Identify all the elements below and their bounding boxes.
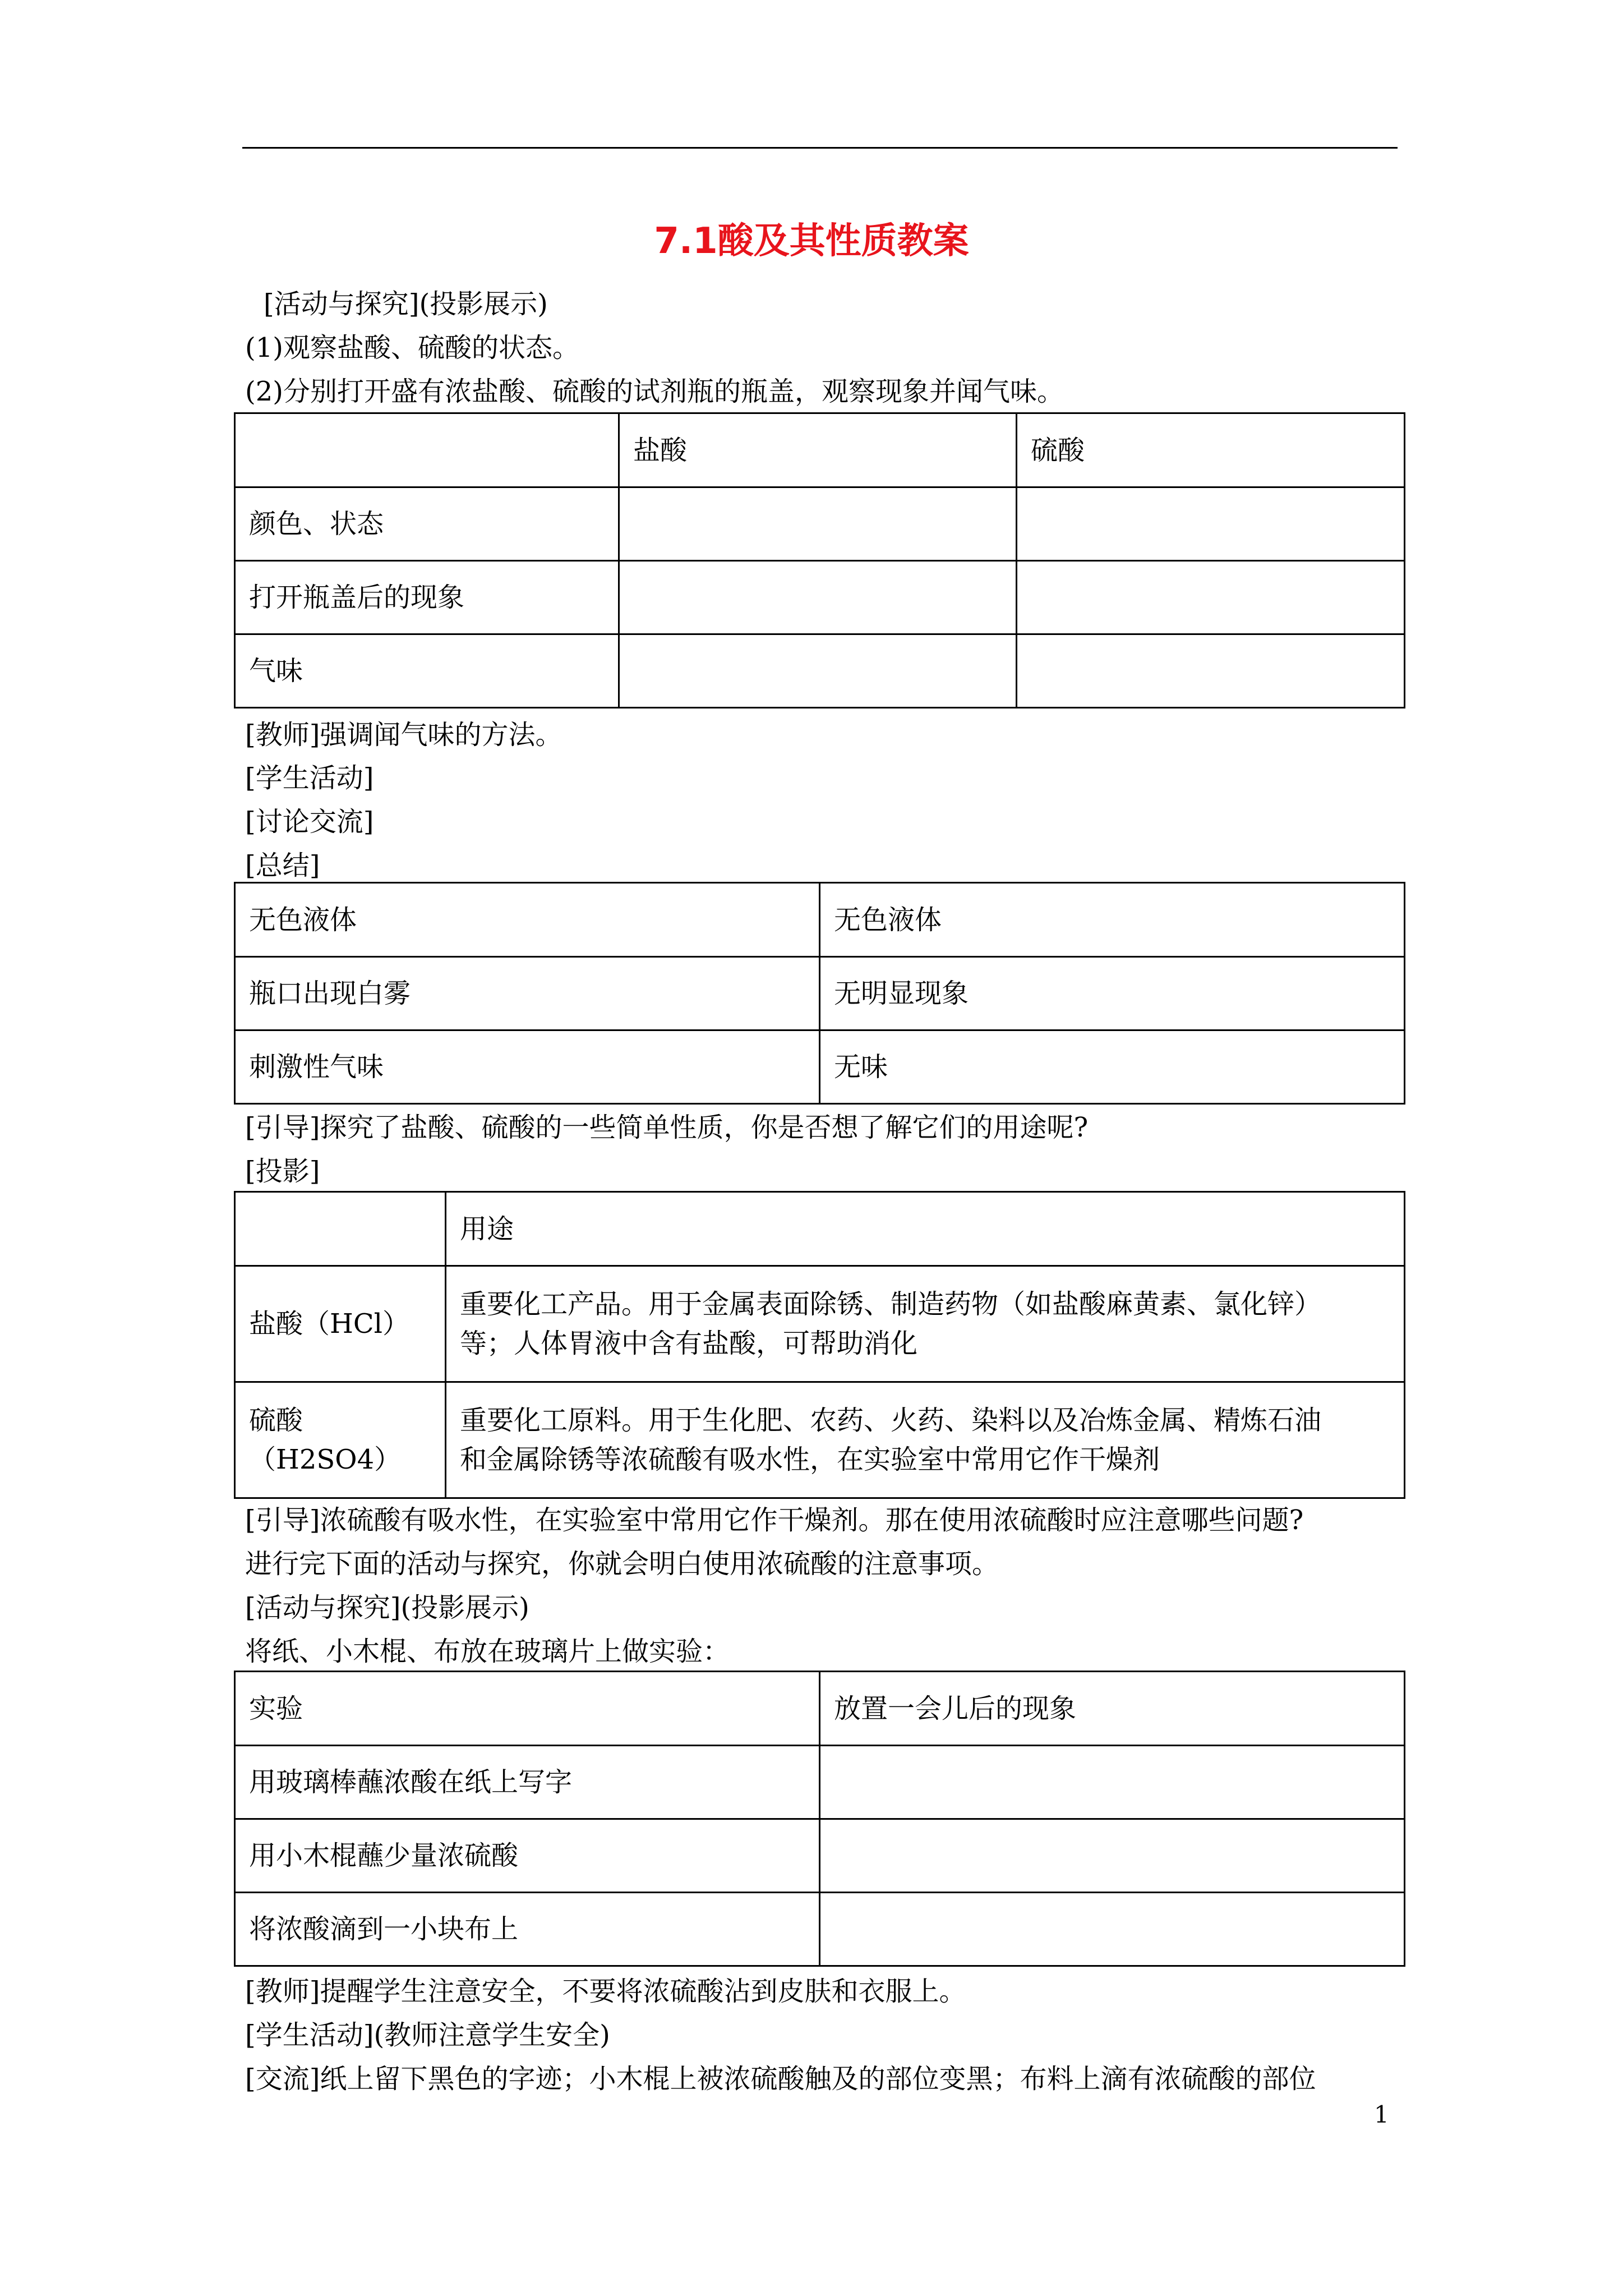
paragraph: 将纸、小木棍、布放在玻璃片上做实验：	[245, 1636, 730, 1667]
table-cell: 刺激性气味	[235, 1030, 820, 1104]
table-cell: 瓶口出现白雾	[235, 957, 820, 1030]
summary-table	[234, 882, 1405, 1105]
header-rule	[242, 147, 1398, 149]
table-cell	[619, 487, 1017, 561]
table-cell: 用小木棍蘸少量浓硫酸	[235, 1819, 820, 1893]
table-cell: 用玻璃棒蘸浓酸在纸上写字	[235, 1746, 820, 1819]
table-cell: 无明显现象	[820, 957, 1405, 1030]
table-cell	[235, 1192, 446, 1266]
table-cell: 用途	[446, 1192, 1405, 1266]
paragraph: (2)分别打开盛有浓盐酸、硫酸的试剂瓶的瓶盖，观察现象并闻气味。	[245, 376, 1064, 407]
paragraph: [学生活动](教师注意学生安全)	[245, 2019, 610, 2051]
paragraph: [引导]探究了盐酸、硫酸的一些简单性质，你是否想了解它们的用途呢?	[245, 1112, 1089, 1143]
document-title: 7.1酸及其性质教案	[654, 220, 969, 262]
table-cell: 盐酸（HCl）	[235, 1266, 446, 1382]
table-cell	[820, 1819, 1405, 1893]
paragraph: [讨论交流]	[245, 806, 374, 838]
table-cell: 无色液体	[235, 883, 820, 957]
paragraph: [教师]提醒学生注意安全，不要将浓硫酸沾到皮肤和衣服上。	[245, 1976, 966, 2007]
table-cell	[619, 634, 1017, 708]
table-cell: 实验	[235, 1672, 820, 1746]
table-cell: 打开瓶盖后的现象	[235, 561, 619, 634]
observation-table	[234, 412, 1405, 708]
experiment-table	[234, 1671, 1405, 1967]
uses-table	[234, 1191, 1405, 1499]
paragraph: [投影]	[245, 1156, 320, 1187]
table-cell	[235, 413, 619, 487]
table-cell: 颜色、状态	[235, 487, 619, 561]
paragraph: [交流]纸上留下黑色的字迹；小木棍上被浓硫酸触及的部位变黑；布料上滴有浓硫酸的部位	[245, 2063, 1316, 2095]
table-cell	[1017, 487, 1405, 561]
paragraph: [教师]强调闻气味的方法。	[245, 719, 562, 751]
cell-line: 等；人体胃液中含有盐酸，可帮助消化	[460, 1328, 918, 1359]
table-cell: 气味	[235, 634, 619, 708]
table-cell: 盐酸	[619, 413, 1017, 487]
paragraph: (1)观察盐酸、硫酸的状态。	[245, 332, 579, 364]
table-cell: 将浓酸滴到一小块布上	[235, 1893, 820, 1966]
table-cell: 放置一会儿后的现象	[820, 1672, 1405, 1746]
paragraph: [引导]浓硫酸有吸水性，在实验室中常用它作干燥剂。那在使用浓硫酸时应注意哪些问题?	[245, 1504, 1304, 1536]
table-cell: 无味	[820, 1030, 1405, 1104]
table-cell	[619, 561, 1017, 634]
paragraph: [活动与探究](投影展示)	[245, 1592, 529, 1623]
table-cell	[446, 1266, 1405, 1382]
table-cell: 硫酸（H2SO4）	[235, 1382, 446, 1498]
paragraph: [学生活动]	[245, 762, 374, 794]
table-cell: 硫酸	[1017, 413, 1405, 487]
table-cell	[1017, 634, 1405, 708]
table-cell: 无色液体	[820, 883, 1405, 957]
table-cell	[820, 1893, 1405, 1966]
cell-line: 重要化工原料。用于生化肥、农药、火药、染料以及冶炼金属、精炼石油	[460, 1405, 1322, 1436]
cell-line: 重要化工产品。用于金属表面除锈、制造药物（如盐酸麻黄素、氯化锌）	[460, 1289, 1322, 1320]
paragraph: 进行完下面的活动与探究，你就会明白使用浓硫酸的注意事项。	[245, 1548, 999, 1580]
table-cell	[1017, 561, 1405, 634]
cell-line: 和金属除锈等浓硫酸有吸水性，在实验室中常用它作干燥剂	[460, 1444, 1160, 1475]
table-cell	[446, 1382, 1405, 1498]
page-number: 1	[1374, 2101, 1389, 2128]
paragraph: [总结]	[245, 850, 320, 881]
table-cell	[820, 1746, 1405, 1819]
paragraph: [活动与探究](投影展示)	[264, 288, 548, 320]
